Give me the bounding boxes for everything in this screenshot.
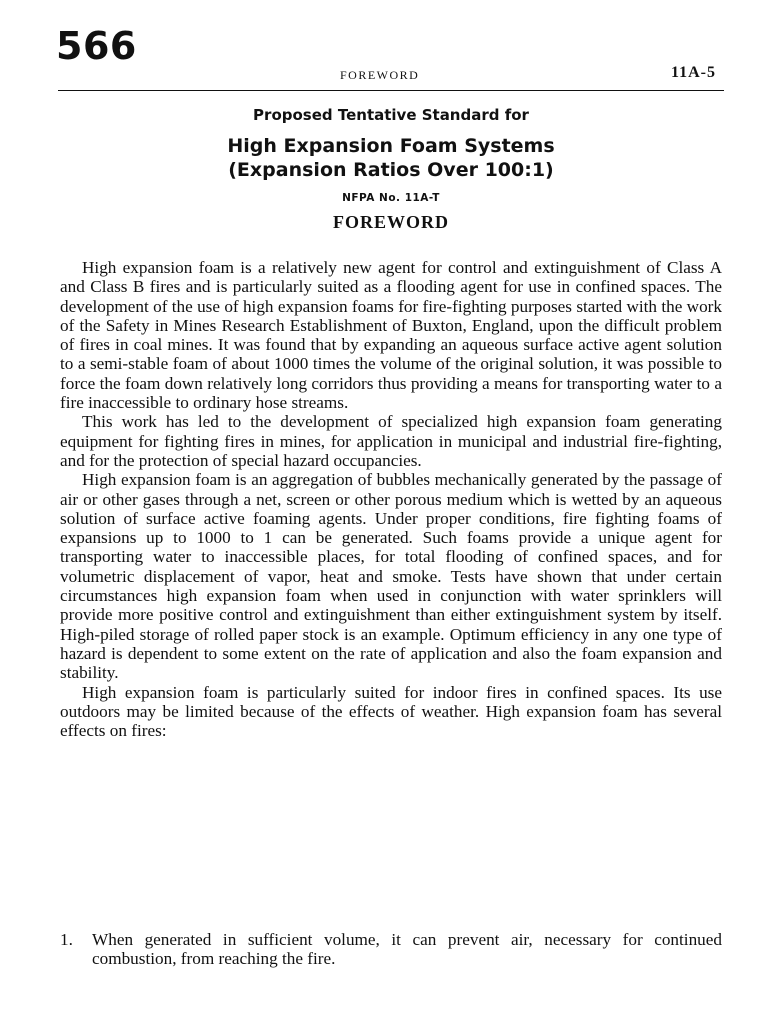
- paragraph-1: High expansion foam is a relatively new agent for control and extinguishment of Class A and Class B fires and is particularly suited as a flooding agent for use in confined spaces. The development of the use of high expansion foams for fire-fighting purposes started with the work of the Safety in Mines Research Establishment of Buxton, England, upon the difficult problem of fires in coal mines. It was found that by expanding an aqueous surface active agent solution to a semi-stable foam of about 1000 times the volume of the original solution, it was possible to force the foam down relatively long corridors thus providing a means for transporting water to a fire inaccessible to ordinary hose streams.: [60, 258, 722, 413]
- running-head: FOREWORD: [340, 68, 420, 82]
- header-rule: [58, 90, 724, 91]
- proposed-label: Proposed Tentative Standard for: [253, 106, 529, 124]
- page-number: 566: [56, 24, 137, 68]
- section-heading: FOREWORD: [333, 212, 449, 232]
- list-item-number: 1.: [60, 930, 73, 949]
- title-line-2: (Expansion Ratios Over 100:1): [228, 159, 554, 181]
- effects-list: [60, 930, 722, 969]
- list-item-text: When generated in sufficient volume, it can prevent air, necessary for continued combustion, from reaching the fire.: [92, 930, 722, 969]
- paragraph-4: High expansion foam is particularly suited for indoor fires in confined spaces. Its use outdoors may be limited because of the effects of weather. High expansion foam has several effects on fires:: [60, 682, 722, 741]
- title-line-1: High Expansion Foam Systems: [227, 135, 555, 157]
- standard-title: [58, 134, 724, 182]
- body-text: [60, 258, 722, 740]
- document-code: 11A-5: [671, 64, 716, 81]
- paragraph-2: This work has led to the development of specialized high expansion foam generating equipment for fighting fires in mines, for application in municipal and industrial fire-fighting, and for the protection of special hazard occupancies.: [60, 412, 722, 470]
- standard-number: NFPA No. 11A-T: [342, 192, 440, 204]
- paragraph-3: High expansion foam is an aggregation of bubbles mechanically generated by the passage of air or other gases through a net, screen or other porous medium which is wetted by an aqueous solution of surface active foaming agents. Under proper conditions, fire fighting foams of expansions up to 1000 to 1 can be generated. Such foams provide a unique agent for transporting water to inaccessible places, for total flooding of confined spaces, and for volumetric displacement of vapor, heat and smoke. Tests have shown that under certain circumstances high expansion foam when used in conjunction with water sprinklers will provide more positive control and extinguishment than either extinguishment system by itself. High-piled storage of rolled paper stock is an example. Optimum efficiency in any one type of hazard is dependent to some extent on the rate of application and also the foam expansion and stability.: [60, 470, 722, 683]
- list-item: [60, 930, 722, 969]
- title-block: [58, 106, 724, 233]
